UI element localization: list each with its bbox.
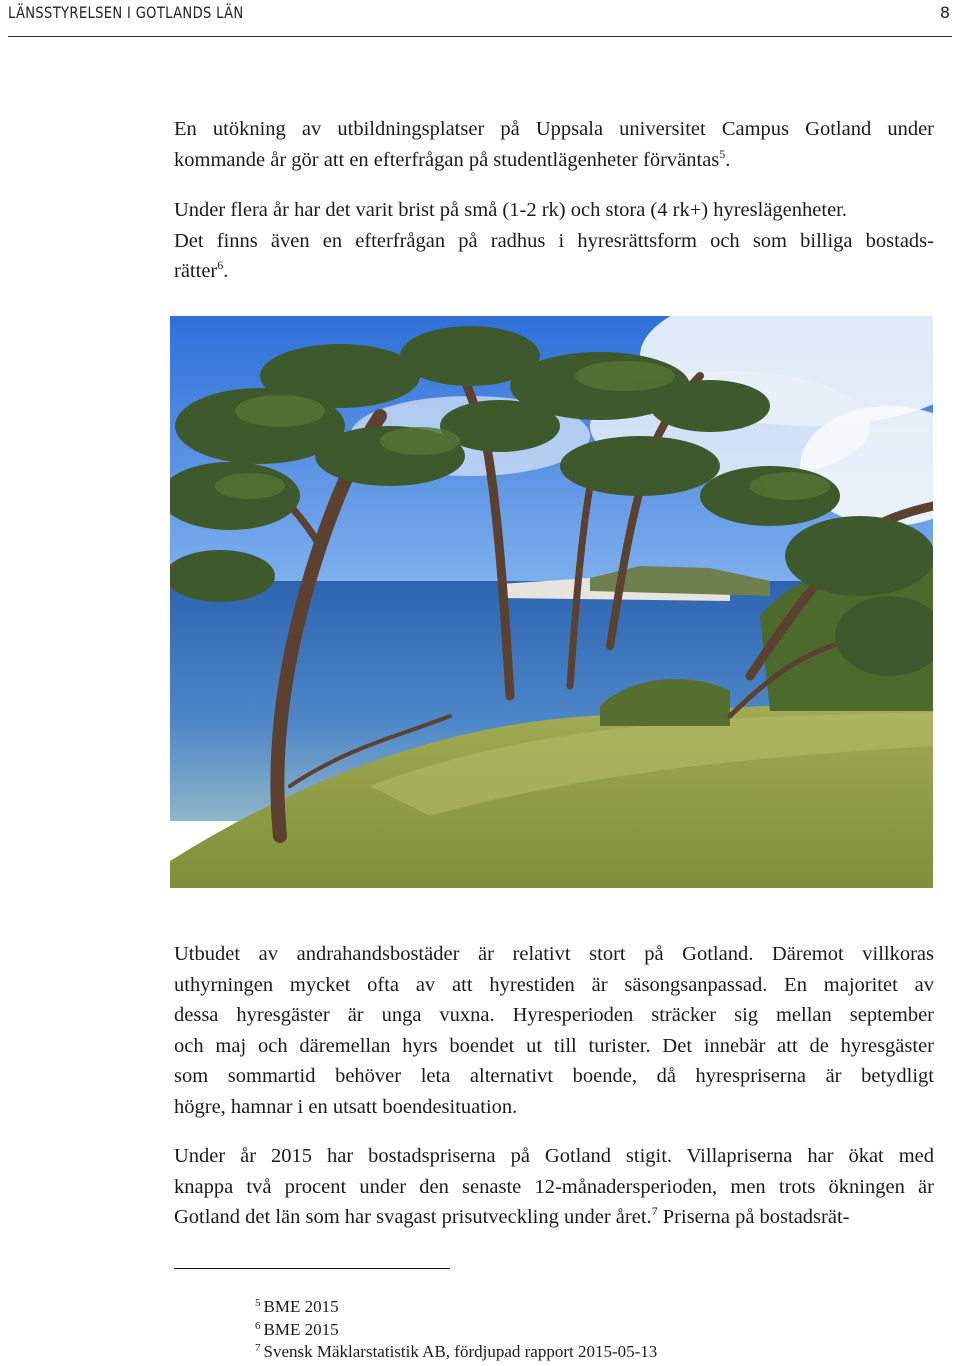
footnotes bbox=[255, 1296, 657, 1364]
footnote-ref[interactable]: 5 bbox=[719, 146, 726, 161]
footnote-number: 5 bbox=[255, 1297, 261, 1309]
footnote-ref[interactable]: 6 bbox=[217, 258, 224, 272]
paragraph-line: uthyrningen mycket ofta av att hyrestiden är säsongsanpassad. En majoritet av bbox=[174, 973, 934, 996]
footnote-item bbox=[255, 1296, 657, 1319]
paragraph-line: En utökning av utbildningsplatser på Uppsala universitet Campus Gotland under bbox=[174, 118, 934, 140]
line-end: . bbox=[725, 148, 731, 171]
paragraph-line: Det finns även en efterfrågan på radhus i hyresrättsform och som billiga bostads- bbox=[174, 229, 934, 252]
paragraph-line: som sommartid behöver leta alternativt boende, då hyrespriserna är betydligt bbox=[174, 1065, 934, 1087]
line-text: rätter bbox=[174, 260, 218, 282]
footnote-item bbox=[255, 1341, 657, 1364]
paragraph-line bbox=[174, 1202, 934, 1233]
footnote-text: Svensk Mäklarstatistik AB, fördjupad rapport 2015-05-13 bbox=[263, 1342, 658, 1361]
footnote-text: BME 2015 bbox=[263, 1319, 339, 1339]
paragraph-line: dessa hyresgäster är unga vuxna. Hyresperioden sträcker sig mellan september bbox=[174, 1004, 934, 1026]
footnote-number: 6 bbox=[255, 1319, 261, 1332]
line-text: kommande år gör att en efterfrågan på studentlägenheter förväntas bbox=[174, 148, 720, 171]
page-number: 8 bbox=[939, 3, 950, 22]
page-header bbox=[8, 0, 952, 37]
paragraph-housing-shortage bbox=[174, 195, 934, 287]
paragraph-line bbox=[174, 256, 934, 287]
paragraph-line: högre, hamnar i en utsatt boendesituation. bbox=[174, 1095, 518, 1118]
line-text: Gotland det län som har svagast prisutveckling under året. bbox=[174, 1206, 652, 1228]
coastal-pine-photo bbox=[170, 316, 933, 888]
paragraph-line: Under år 2015 har bostadspriserna på Gotland stigit. Villapriserna har ökat med bbox=[174, 1145, 934, 1167]
paragraph-line: knappa två procent under den senaste 12-månadersperioden, men trots ökningen är bbox=[174, 1175, 934, 1198]
paragraph-campus-gotland bbox=[174, 114, 934, 175]
header-title: LÄNSSTYRELSEN I GOTLANDS LÄN bbox=[8, 3, 244, 22]
footnote-ref[interactable]: 7 bbox=[651, 1204, 658, 1218]
footnote-item bbox=[255, 1319, 657, 1342]
footnote-text: BME 2015 bbox=[263, 1297, 339, 1316]
line-end: . bbox=[223, 260, 229, 282]
paragraph-line: Utbudet av andrahandsbostäder är relativt stort på Gotland. Däremot villkoras bbox=[174, 943, 934, 965]
line-end: Priserna på bostadsrät- bbox=[657, 1206, 850, 1228]
footnote-number: 7 bbox=[255, 1342, 261, 1354]
paragraph-housing-prices bbox=[174, 1141, 934, 1233]
footnote-separator bbox=[174, 1268, 450, 1269]
paragraph-sublet-market bbox=[174, 939, 934, 1122]
paragraph-line: och maj och däremellan hyrs boendet ut till turister. Det innebär att de hyresgäster bbox=[174, 1034, 934, 1057]
paragraph-line: Under flera år har det varit brist på små (1-2 rk) och stora (4 rk+) hyreslägenheter. bbox=[174, 199, 847, 221]
paragraph-line bbox=[174, 145, 934, 176]
